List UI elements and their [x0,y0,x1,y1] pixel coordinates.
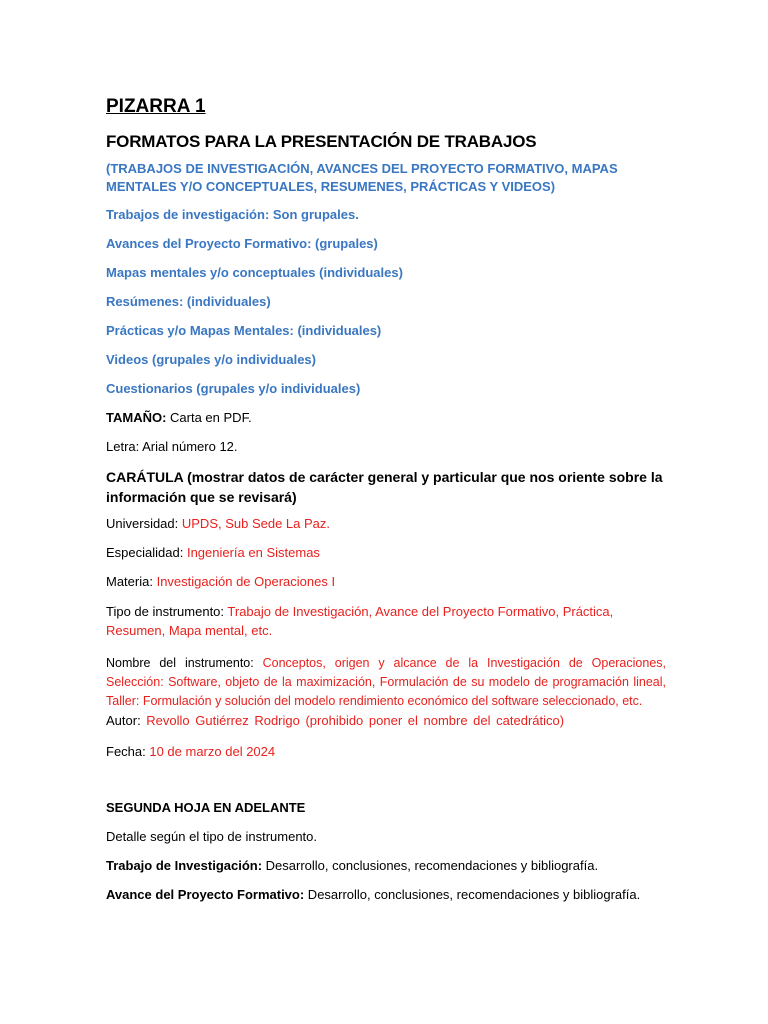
fecha-line [106,743,666,761]
work-type-item: Resúmenes: (individuales) [106,294,271,309]
font-line: Letra: Arial número 12. [106,439,238,454]
autor-value: Revollo Gutiérrez Rodrigo (prohibido poner el nombre del catedrático) [146,713,565,728]
second-sheet-item-label: Trabajo de Investigación: [106,858,263,873]
universidad-label: Universidad: [106,516,182,531]
second-sheet-item [106,886,666,904]
scope-note: (TRABAJOS DE INVESTIGACIÓN, AVANCES DEL PROYECTO FORMATIVO, MAPAS MENTALES Y/O CONCEPTUALES, RESUMENES, PRÁCTICAS Y VIDEOS) [106,161,618,194]
second-sheet-item-value: Desarrollo, conclusiones, recomendaciones y bibliografía. [304,887,641,902]
nombre-instrumento-value: Conceptos, origen y alcance de la Investigación de Operaciones, Selección: Software, objeto de la maximización, Formulación de su modelo de programación lineal, Taller: Formulación y solución del modelo rendimiento económico del software seleccionado, etc. [106,656,666,708]
fecha-value: 10 de marzo del 2024 [149,744,276,759]
page-title: PIZARRA 1 [106,96,206,117]
size-label: TAMAÑO: [106,410,167,425]
document-subtitle: FORMATOS PARA LA PRESENTACIÓN DE TRABAJOS [106,132,537,151]
document-content [106,94,666,915]
work-type-item: Cuestionarios (grupales y/o individuales) [106,381,361,396]
tipo-instrumento-label: Tipo de instrumento: [106,604,228,619]
fecha-label: Fecha: [106,744,150,759]
especialidad-label: Especialidad: [106,545,187,560]
autor-line [106,711,666,730]
work-type-item: Videos (grupales y/o individuales) [106,352,316,367]
work-type-item: Prácticas y/o Mapas Mentales: (individuales) [106,323,382,338]
nombre-instrumento-line [106,654,666,711]
second-sheet-item-value: Desarrollo, conclusiones, recomendaciones y bibliografía. [262,858,599,873]
materia-value: Investigación de Operaciones I [156,574,336,589]
size-line [106,409,666,427]
universidad-value: UPDS, Sub Sede La Paz. [181,516,331,531]
second-sheet-item [106,857,666,875]
work-type-item: Trabajos de investigación: Son grupales. [106,207,359,222]
caratula-heading: CARÁTULA (mostrar datos de carácter general y particular que nos oriente sobre la información que se revisará) [106,469,663,505]
universidad-line [106,515,666,533]
nombre-instrumento-label: Nombre del instrumento: [106,656,263,670]
second-sheet-detail: Detalle según el tipo de instrumento. [106,829,318,844]
autor-label: Autor: [106,713,147,728]
second-sheet-heading: SEGUNDA HOJA EN ADELANTE [106,800,306,815]
tipo-instrumento-value: Trabajo de Investigación, Avance del Proyecto Formativo, Práctica, Resumen, Mapa mental, etc. [106,604,614,638]
work-type-item: Mapas mentales y/o conceptuales (individuales) [106,265,403,280]
materia-line [106,573,666,591]
especialidad-value: Ingeniería en Sistemas [186,545,320,560]
materia-label: Materia: [106,574,157,589]
size-value: Carta en PDF. [166,410,252,425]
especialidad-line [106,544,666,562]
work-type-item: Avances del Proyecto Formativo: (grupales) [106,236,378,251]
tipo-instrumento-line [106,602,666,640]
second-sheet-item-label: Avance del Proyecto Formativo: [106,887,305,902]
